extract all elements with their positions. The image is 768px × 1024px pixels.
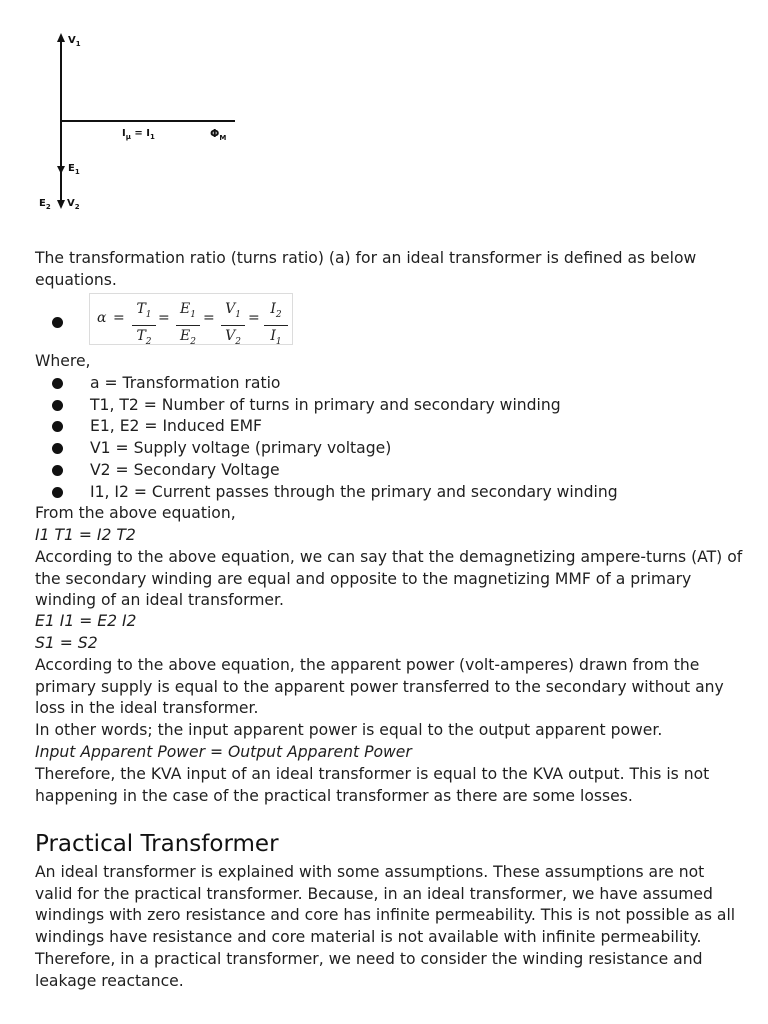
intro-paragraph: The transformation ratio (turns ratio) (a) for an ideal transformer is defined as below equations. bbox=[35, 249, 697, 289]
bullet-dot bbox=[52, 378, 63, 389]
e1-label: $E_1$ bbox=[68, 163, 80, 176]
v1-label: $V_1$ bbox=[68, 35, 81, 48]
other-words-paragraph: In other words; the input apparent power is equal to the output apparent power. bbox=[35, 721, 663, 739]
list-item: V1 = Supply voltage (primary voltage) bbox=[0, 438, 768, 460]
list-item: I1, I2 = Current passes through the primary and secondary winding bbox=[0, 482, 768, 504]
apparent-power-paragraph: According to the above equation, the apparent power (volt-amperes) drawn from the primary supply is equal to the apparent power transferred to the secondary without any loss in the ideal transformer. bbox=[35, 656, 724, 718]
fraction-v: $\frac{V_1}{V_2}$ bbox=[221, 300, 245, 351]
fraction-e: $\frac{E_1}{E_2}$ bbox=[176, 300, 200, 351]
phasor-diagram bbox=[30, 20, 260, 220]
list-item: T1, T2 = Number of turns in primary and secondary winding bbox=[0, 395, 768, 417]
from-above-label: From the above equation, bbox=[35, 504, 236, 522]
current-label: $I_\mu = I_1$ bbox=[122, 128, 155, 141]
equation-equals: = bbox=[203, 310, 215, 326]
e2-label: $E_2$ bbox=[39, 198, 51, 211]
e1-arrowhead bbox=[57, 166, 65, 174]
v2-arrowhead bbox=[57, 200, 65, 209]
list-item: a = Transformation ratio bbox=[0, 373, 768, 395]
power-equality-equation: Input Apparent Power = Output Apparent Power bbox=[35, 743, 412, 761]
apparent-power-equation: S1 = S2 bbox=[35, 634, 98, 652]
bullet-dot bbox=[52, 421, 63, 432]
ei-equation: E1 I1 = E2 I2 bbox=[35, 612, 137, 630]
practical-paragraph-2: Therefore, in a practical transformer, we need to consider the winding resistance and leakage reactance. bbox=[35, 950, 703, 990]
ampere-turns-paragraph: According to the above equation, we can say that the demagnetizing ampere-turns (AT) of the secondary winding are equal and opposite to the magnetizing MMF of a primary winding of an ideal transformer. bbox=[35, 548, 743, 610]
bullet-dot bbox=[52, 465, 63, 476]
section-heading: Practical Transformer bbox=[35, 831, 279, 857]
v2-label: $V_2$ bbox=[67, 198, 80, 211]
fraction-i: $\frac{I_2}{I_1}$ bbox=[264, 300, 288, 351]
kva-paragraph: Therefore, the KVA input of an ideal transformer is equal to the KVA output. This is not happening in the case of the practical transformer as there are some losses. bbox=[35, 765, 710, 805]
equation-equals: = bbox=[158, 310, 170, 326]
flux-label: $\Phi_M$ bbox=[210, 127, 227, 142]
fraction-t: $\frac{T_1}{T_2}$ bbox=[132, 300, 156, 351]
list-item: E1, E2 = Induced EMF bbox=[0, 416, 768, 438]
equation-lhs: α bbox=[97, 310, 107, 326]
bullet-dot bbox=[52, 487, 63, 498]
v1-arrowhead bbox=[57, 33, 65, 42]
list-item: V2 = Secondary Voltage bbox=[0, 460, 768, 482]
equation-equals: = bbox=[248, 310, 260, 326]
where-label: Where, bbox=[35, 352, 91, 370]
bullet-dot bbox=[52, 317, 63, 328]
practical-paragraph-1: An ideal transformer is explained with some assumptions. These assumptions are not valid for the practical transformer. Because, in an ideal transformer, we have assumed windings with zero resistance and core has infinite permeability. This is not possible as all windings have resistance and core material is not available with infinite permeability. bbox=[35, 863, 736, 946]
ampere-turns-equation: I1 T1 = I2 T2 bbox=[35, 526, 136, 544]
equation-equals: = bbox=[113, 310, 125, 326]
bullet-dot bbox=[52, 400, 63, 411]
bullet-dot bbox=[52, 443, 63, 454]
turns-ratio-equation bbox=[89, 293, 293, 345]
